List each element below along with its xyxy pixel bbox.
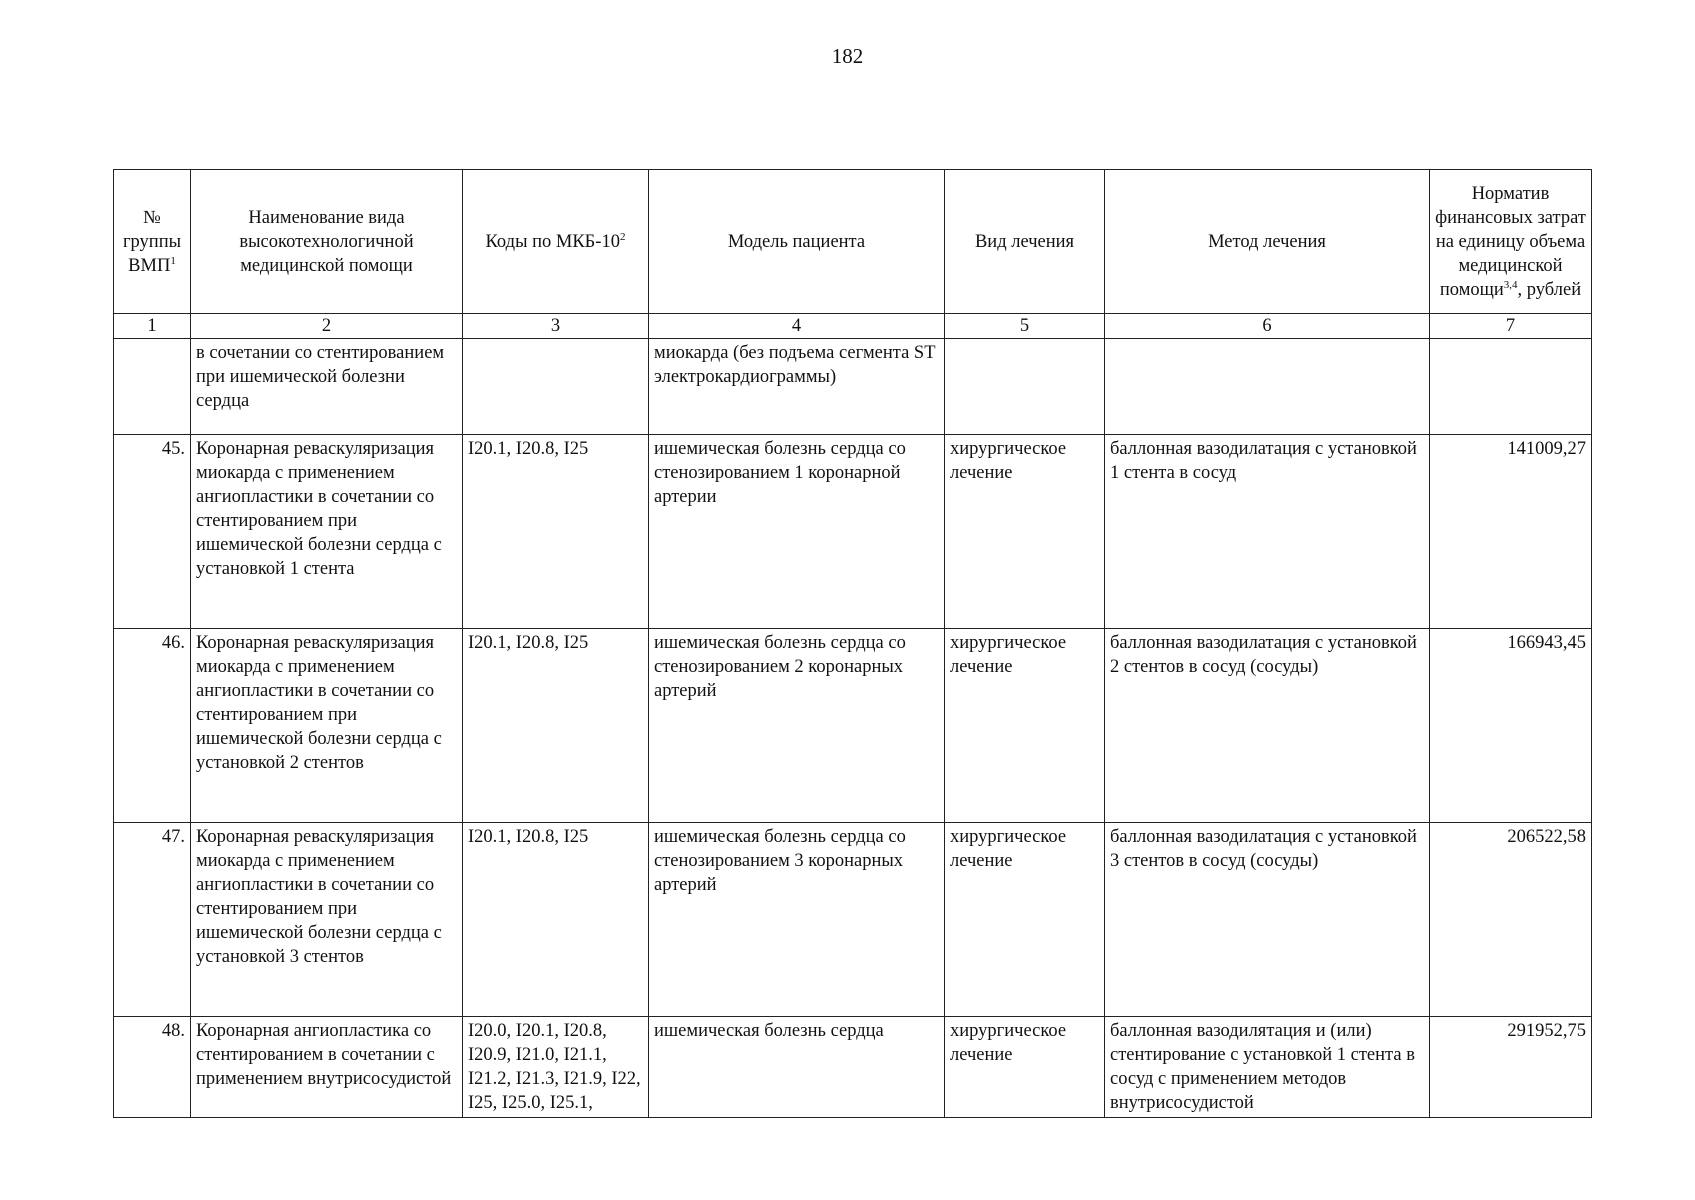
cost-cell: 206522,58 — [1430, 823, 1592, 1017]
column-number: 4 — [649, 314, 945, 339]
icd-codes-cell: I20.1, I20.8, I25 — [463, 629, 649, 823]
group-number-cell: 48. — [114, 1017, 191, 1118]
table-row — [114, 629, 1592, 823]
table-row — [114, 435, 1592, 629]
header-treatment-method: Метод лечения — [1105, 170, 1430, 314]
patient-model-cell: ишемическая болезнь сердца со стенозированием 1 коронарной артерии — [649, 435, 945, 629]
cost-cell — [1430, 339, 1592, 435]
table-header-row — [114, 170, 1592, 314]
column-number-row — [114, 314, 1592, 339]
care-type-name-cell: Коронарная реваскуляризация миокарда с применением ангиопластики в сочетании со стентированием при ишемической болезни сердца с установкой 3 стентов — [191, 823, 463, 1017]
care-type-name-cell: Коронарная ангиопластика со стентированием в сочетании с применением внутрисосудистой — [191, 1017, 463, 1118]
column-number: 3 — [463, 314, 649, 339]
treatment-method-cell: баллонная вазодилатация с установкой 2 стентов в сосуд (сосуды) — [1105, 629, 1430, 823]
treatment-method-cell: баллонная вазодилятация и (или) стентирование с установкой 1 стента в сосуд с применением методов внутрисосудистой — [1105, 1017, 1430, 1118]
patient-model-cell: ишемическая болезнь сердца со стенозированием 3 коронарных артерий — [649, 823, 945, 1017]
treatment-method-cell — [1105, 339, 1430, 435]
header-treatment-type: Вид лечения — [945, 170, 1105, 314]
table-row — [114, 1017, 1592, 1118]
treatment-type-cell: хирургическое лечение — [945, 435, 1105, 629]
column-number: 7 — [1430, 314, 1592, 339]
group-number-cell — [114, 339, 191, 435]
header-icd-codes: Коды по МКБ-$10^2$ — [463, 170, 649, 314]
header-care-type-name: Наименование вида высокотехнологичной медицинской помощи — [191, 170, 463, 314]
icd-codes-cell — [463, 339, 649, 435]
medical-care-table — [113, 169, 1592, 1118]
patient-model-cell: ишемическая болезнь сердца со стенозированием 2 коронарных артерий — [649, 629, 945, 823]
table-row — [114, 339, 1592, 435]
column-number: 1 — [114, 314, 191, 339]
header-group-number: № группы ВМП$^1$ — [114, 170, 191, 314]
column-number: 6 — [1105, 314, 1430, 339]
cost-cell: 291952,75 — [1430, 1017, 1592, 1118]
care-type-name-cell: в сочетании со стентированием при ишемической болезни сердца — [191, 339, 463, 435]
treatment-type-cell: хирургическое лечение — [945, 1017, 1105, 1118]
treatment-type-cell — [945, 339, 1105, 435]
table-row — [114, 823, 1592, 1017]
care-type-name-cell: Коронарная реваскуляризация миокарда с применением ангиопластики в сочетании со стентированием при ишемической болезни сердца с установкой 2 стентов — [191, 629, 463, 823]
column-number: 2 — [191, 314, 463, 339]
treatment-type-cell: хирургическое лечение — [945, 629, 1105, 823]
icd-codes-cell: I20.1, I20.8, I25 — [463, 435, 649, 629]
header-patient-model: Модель пациента — [649, 170, 945, 314]
patient-model-cell: ишемическая болезнь сердца — [649, 1017, 945, 1118]
icd-codes-cell: I20.0, I20.1, I20.8, I20.9, I21.0, I21.1, I21.2, I21.3, I21.9, I22, I25, I25.0, I25.1, — [463, 1017, 649, 1118]
treatment-method-cell: баллонная вазодилатация с установкой 1 стента в сосуд — [1105, 435, 1430, 629]
icd-codes-cell: I20.1, I20.8, I25 — [463, 823, 649, 1017]
group-number-cell: 46. — [114, 629, 191, 823]
treatment-type-cell: хирургическое лечение — [945, 823, 1105, 1017]
group-number-cell: 45. — [114, 435, 191, 629]
page-number: 182 — [831, 44, 864, 68]
care-type-name-cell: Коронарная реваскуляризация миокарда с применением ангиопластики в сочетании со стентированием при ишемической болезни сердца с установкой 1 стента — [191, 435, 463, 629]
column-number: 5 — [945, 314, 1105, 339]
treatment-method-cell: баллонная вазодилатация с установкой 3 стентов в сосуд (сосуды) — [1105, 823, 1430, 1017]
group-number-cell: 47. — [114, 823, 191, 1017]
cost-cell: 141009,27 — [1430, 435, 1592, 629]
header-cost-norm: Норматив финансовых затрат на единицу объема медицинской помощи$^{3,4}$, рублей — [1430, 170, 1592, 314]
cost-cell: 166943,45 — [1430, 629, 1592, 823]
patient-model-cell: миокарда (без подъема сегмента ST электрокардиограммы) — [649, 339, 945, 435]
